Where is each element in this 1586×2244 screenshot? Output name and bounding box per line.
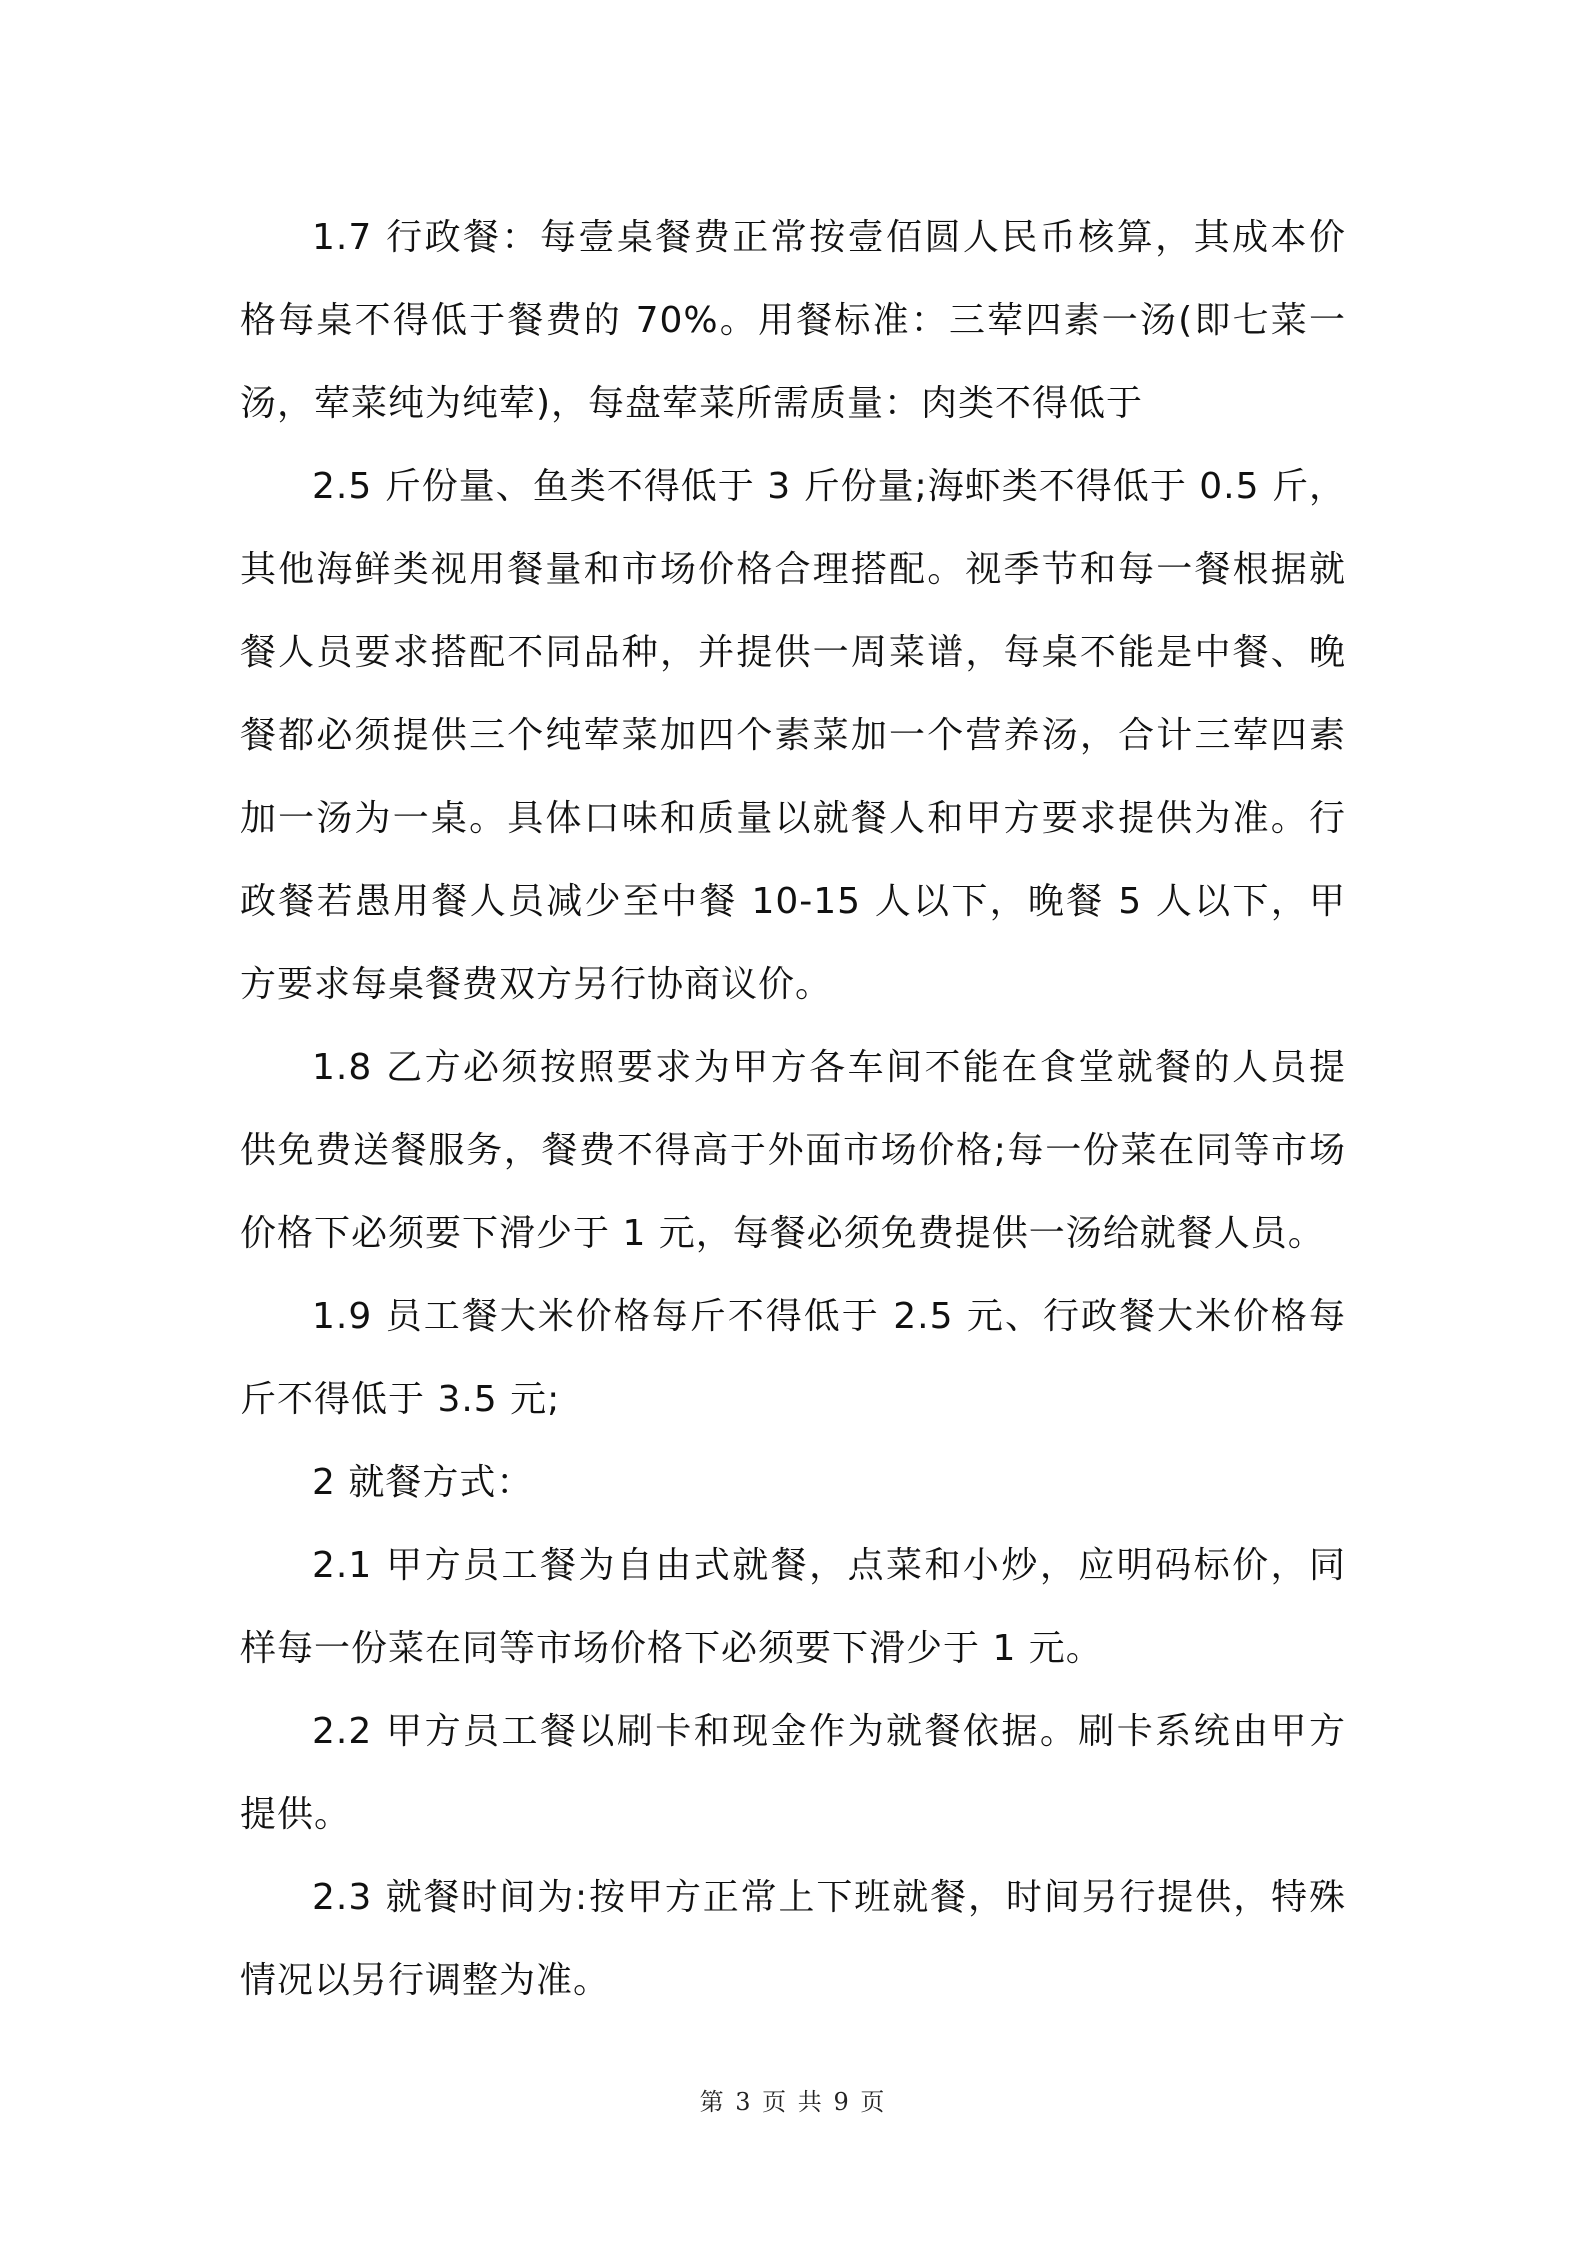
page-number-footer: 第 3 页 共 9 页 xyxy=(699,2088,887,2116)
paragraph-1-7: 1.7 行政餐：每壹桌餐费正常按壹佰圆人民币核算，其成本价格每桌不得低于餐费的 70%。用餐标准：三荤四素一汤(即七菜一汤，荤菜纯为纯荤)，每盘荤菜所需质量：肉类不得低于 xyxy=(240,217,1346,424)
paragraph-2-2: 2.2 甲方员工餐以刷卡和现金作为就餐依据。刷卡系统由甲方提供。 xyxy=(240,1711,1346,1835)
section-heading-2: 2 就餐方式： xyxy=(312,1462,534,1503)
paragraph-2-1: 2.1 甲方员工餐为自由式就餐，点菜和小炒，应明码标价，同样每一份菜在同等市场价格下必须要下滑少于 1 元。 xyxy=(240,1545,1346,1669)
paragraph-continued: 2.5 斤份量、鱼类不得低于 3 斤份量;海虾类不得低于 0.5 斤，其他海鲜类视用餐量和市场价格合理搭配。视季节和每一餐根据就餐人员要求搭配不同品种，并提供一周菜谱，每桌不能是中餐、晚餐都必须提供三个纯荤菜加四个素菜加一个营养汤，合计三荤四素加一汤为一桌。具体口味和质量以就餐人和甲方要求提供为准。行政餐若愚用餐人员减少至中餐 10-15 人以下，晚餐 5 人以下，甲方要求每桌餐费双方另行协商议价。 xyxy=(240,466,1346,1005)
paragraph-1-9: 1.9 员工餐大米价格每斤不得低于 2.5 元、行政餐大米价格每斤不得低于 3.5 元; xyxy=(240,1296,1346,1420)
document-body xyxy=(240,196,1346,2022)
paragraph-1-8: 1.8 乙方必须按照要求为甲方各车间不能在食堂就餐的人员提供免费送餐服务，餐费不得高于外面市场价格;每一份菜在同等市场价格下必须要下滑少于 1 元，每餐必须免费提供一汤给就餐人员。 xyxy=(240,1047,1346,1254)
paragraph-2-3: 2.3 就餐时间为:按甲方正常上下班就餐，时间另行提供，特殊情况以另行调整为准。 xyxy=(240,1877,1346,2001)
